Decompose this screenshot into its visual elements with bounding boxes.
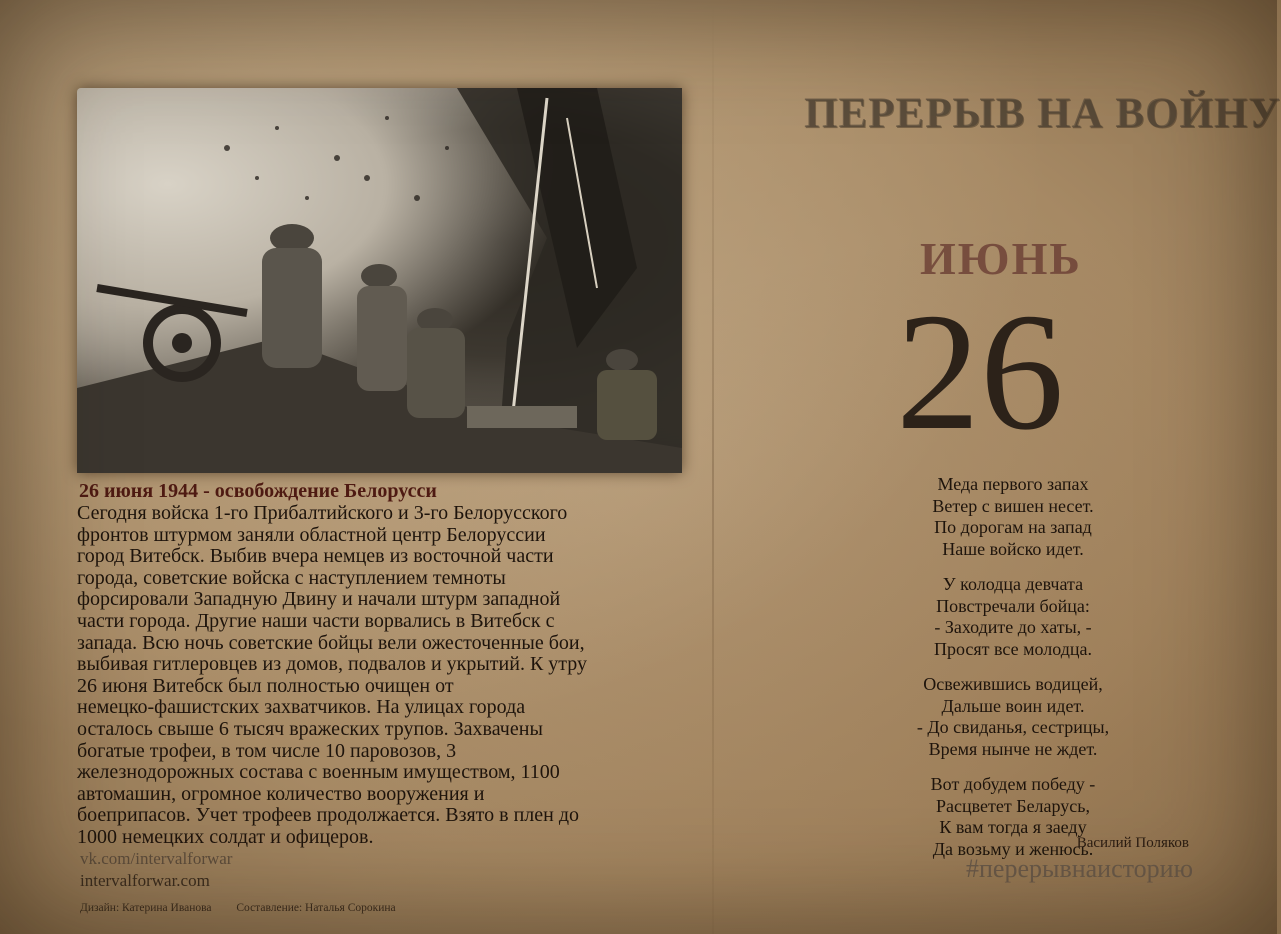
article-line: богатые трофеи, в том числе 10 паровозов, 3	[77, 739, 457, 762]
hashtag[interactable]: #перерывнаисторию	[965, 854, 1193, 883]
credits	[80, 902, 396, 914]
poem-stanza	[858, 674, 1168, 760]
poem-line: У колодца девчата	[942, 574, 1084, 594]
poem-line: Повстречали бойца:	[936, 595, 1090, 616]
article-line: 1000 немецких солдат и офицеров.	[77, 825, 374, 848]
article-line: осталось свыше 6 тысяч вражеских трупов. Захвачены	[77, 717, 543, 740]
article-line: форсировали Западную Двину и начали штурм западной	[77, 588, 561, 611]
poem-line: Наше войско идет.	[942, 538, 1084, 559]
article-body	[77, 503, 717, 849]
article-line: фронтов штурмом заняли областной центр Белоруссии	[77, 523, 546, 546]
poem-line: Вот добудем победу -	[930, 774, 1096, 794]
poem-line: Дальше воин идет.	[941, 695, 1085, 716]
poem-stanza	[858, 574, 1168, 660]
article-line: запада. Всю ночь советские бойцы вели ожесточенные бои,	[77, 631, 585, 654]
war-photo	[77, 88, 682, 473]
poem-line: Да возьму и женюсь.	[932, 838, 1094, 859]
article-line: железнодорожных состава с военным имуществом, 1100	[77, 761, 560, 784]
poem-stanza	[858, 474, 1168, 560]
calendar-month: ИЮНЬ	[920, 233, 1082, 284]
poem-line: Меда первого запах	[937, 474, 1089, 494]
poem-line: Расцветет Беларусь,	[936, 795, 1090, 816]
stamp-title: ПЕРЕРЫВ НА ВОЙНУ	[804, 90, 1281, 137]
compiled-credit: Составление: Наталья Сорокина	[236, 902, 396, 914]
poem-line: Ветер с вишен несет.	[932, 495, 1094, 516]
article-line: боеприпасов. Учет трофеев продолжается. Взято в плен до	[77, 804, 580, 827]
calendar-day: 26	[896, 279, 1064, 465]
vk-link[interactable]: vk.com/intervalforwar	[80, 849, 233, 868]
article-line: немецко-фашистских захватчиков. На улицах города	[77, 696, 526, 719]
article-line: выбивая гитлеровцев из домов, подвалов и укрытий. К утру	[77, 653, 588, 676]
article-line: города, советские войска с наступлением темноты	[77, 566, 506, 589]
poem-line: Просят все молодца.	[933, 638, 1093, 659]
article-line: части города. Другие наши части ворвались в Витебск с	[77, 609, 555, 632]
article-line: 26 июня Витебск был полностью очищен от	[77, 674, 454, 697]
poem	[858, 474, 1168, 874]
article-line: Сегодня войска 1-го Прибалтийского и 3-го Белорусского	[77, 502, 568, 524]
poem-author: Василий Поляков	[1076, 835, 1189, 851]
article-line: город Витебск. Выбив вчера немцев из восточной части	[77, 545, 554, 568]
links-block	[80, 848, 232, 892]
poem-line: К вам тогда я заеду	[939, 817, 1087, 837]
poem-line: Освежившись водицей,	[923, 674, 1103, 694]
poem-line: Время нынче не ждет.	[928, 738, 1098, 759]
design-credit: Дизайн: Катерина Иванова	[80, 902, 212, 914]
site-link[interactable]: intervalforwar.com	[80, 871, 210, 890]
poem-line: - Заходите до хаты, -	[934, 617, 1092, 637]
event-title: 26 июня 1944 - освобождение Белорусси	[79, 480, 437, 502]
poem-line: По дорогам на запад	[934, 517, 1092, 537]
poem-line: - До свиданья, сестрицы,	[916, 717, 1110, 737]
article-line: автомашин, огромное количество вооружения и	[77, 782, 485, 805]
